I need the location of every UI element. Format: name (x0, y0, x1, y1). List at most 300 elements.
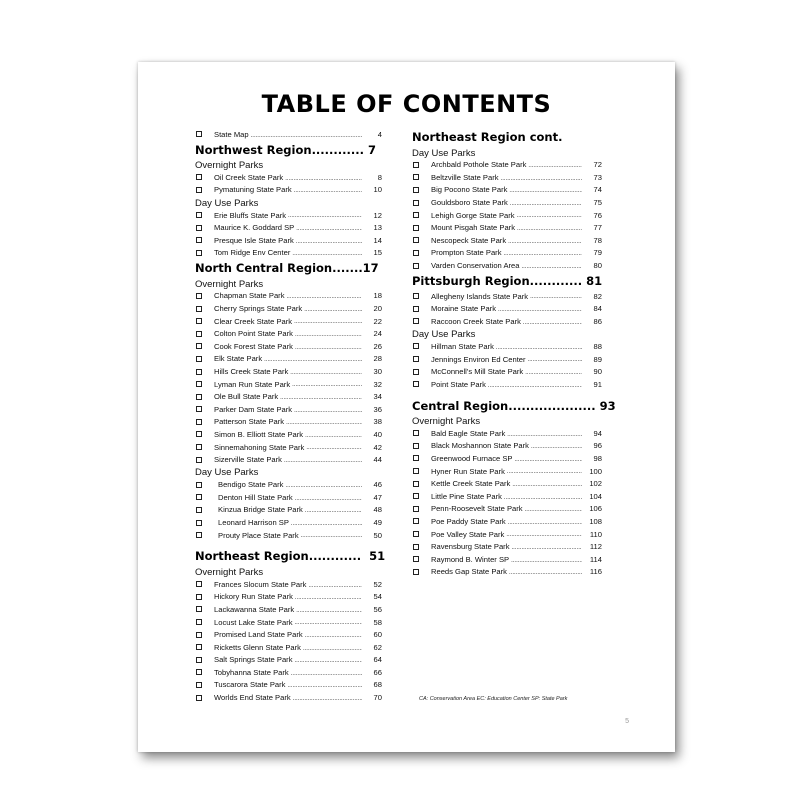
checkbox[interactable] (196, 174, 202, 180)
leader-dots (305, 630, 362, 639)
toc-entry (412, 221, 602, 234)
park-name: Nescopeck State Park (431, 235, 507, 245)
park-name: Prompton State Park (431, 248, 502, 258)
park-name: Tobyhanna State Park (214, 667, 289, 677)
park-name: Black Moshannon State Park (431, 441, 529, 451)
toc-entry (412, 353, 602, 366)
toc-entry (195, 453, 382, 466)
checkbox[interactable] (413, 481, 419, 487)
leader-dots (280, 392, 362, 401)
park-name: Ravensburg State Park (431, 542, 510, 552)
page-ref: 76 (593, 210, 602, 220)
leader-dots (304, 304, 362, 313)
page-ref: 24 (373, 329, 382, 339)
checkbox[interactable] (196, 594, 202, 600)
leader-dots (290, 367, 362, 376)
checkbox[interactable] (196, 293, 202, 299)
page-ref: 104 (589, 491, 602, 501)
checkbox[interactable] (413, 212, 419, 218)
park-name: Cherry Springs State Park (214, 304, 303, 314)
right-column (412, 128, 616, 578)
leader-dots (507, 429, 582, 438)
leader-dots (295, 493, 362, 502)
leader-dots (296, 236, 362, 245)
checkbox[interactable] (413, 225, 419, 231)
leader-dots (292, 379, 362, 388)
toc-entry (195, 578, 382, 591)
region-heading-northeast-cont: Northeast Region cont. (412, 130, 563, 144)
checkbox[interactable] (196, 431, 202, 437)
leader-dots (292, 248, 362, 257)
toc-entry (195, 171, 382, 184)
toc-entry (412, 440, 602, 453)
park-name: Beltzville State Park (431, 172, 499, 182)
checkbox[interactable] (413, 544, 419, 550)
toc-entry (412, 490, 602, 503)
toc-entry (195, 491, 382, 504)
park-name: Sinnemahoning State Park (214, 442, 305, 452)
region-heading-pittsburgh: Pittsburgh Region............ 81 (412, 273, 603, 288)
checkbox[interactable] (196, 343, 202, 349)
page-ref: 44 (373, 455, 382, 465)
checkbox[interactable] (196, 406, 202, 412)
checkbox[interactable] (413, 343, 419, 349)
checkbox[interactable] (196, 682, 202, 688)
park-name: Bendigo State Park (218, 480, 284, 490)
page-ref: 86 (593, 316, 602, 326)
checkbox[interactable] (196, 237, 202, 243)
leader-dots (517, 210, 582, 219)
page-ref: 52 (373, 579, 382, 589)
toc-entry (412, 171, 602, 184)
region-heading-central: Central Region.................... 93 (412, 398, 616, 413)
page-ref: 66 (373, 667, 382, 677)
checkbox[interactable] (196, 212, 202, 218)
toc-entry (195, 416, 382, 429)
checkbox[interactable] (413, 187, 419, 193)
park-name: Reeds Gap State Park (431, 567, 507, 577)
toc-entry: State Map ..... 4 (195, 128, 382, 141)
leader-dots (525, 504, 582, 513)
page-ref: 60 (373, 630, 382, 640)
checkbox[interactable] (196, 632, 202, 638)
leader-dots (510, 198, 582, 207)
checkbox[interactable] (196, 394, 202, 400)
abbreviation-legend: CA: Conservation Area EC: Education Center SP: State Park (419, 696, 568, 702)
page-ref: 78 (593, 235, 602, 245)
checkbox[interactable] (196, 695, 202, 701)
park-name: Kettle Creek State Park (431, 479, 511, 489)
page-ref: 50 (373, 530, 382, 540)
leader-dots (531, 441, 582, 450)
checkbox[interactable] (196, 250, 202, 256)
leader-dots (285, 173, 362, 182)
leader-dots (295, 342, 362, 351)
toc-entry (195, 616, 382, 629)
park-name: Maurice K. Goddard SP (214, 223, 295, 233)
toc-entry (195, 302, 382, 315)
park-name: Elk State Park (214, 354, 263, 364)
page-ref: 89 (593, 354, 602, 364)
checkbox[interactable] (413, 430, 419, 436)
toc-entry (195, 691, 382, 704)
park-name: Big Pocono State Park (431, 185, 508, 195)
toc-entry (195, 428, 382, 441)
page-ref: 34 (373, 392, 382, 402)
park-name: Simon B. Elliott State Park (214, 429, 304, 439)
leader-dots (296, 223, 362, 232)
page-ref: 56 (373, 604, 382, 614)
leader-dots (291, 668, 362, 677)
toc-entry (412, 209, 602, 222)
toc-entry (195, 353, 382, 366)
leader-dots (498, 304, 582, 313)
park-name: Chapman State Park (214, 291, 285, 301)
toc-entry (412, 465, 602, 478)
park-name: Hyner Run State Park (431, 466, 505, 476)
leader-dots (508, 236, 582, 245)
park-name: Sizerville State Park (214, 455, 282, 465)
leader-dots (501, 173, 582, 182)
park-name: Pymatuning State Park (214, 185, 292, 195)
checkbox[interactable] (413, 569, 419, 575)
page-ref: 108 (589, 516, 602, 526)
page-ref: 94 (593, 428, 602, 438)
leader-dots (507, 466, 582, 475)
checkbox[interactable] (413, 318, 419, 324)
section-heading: Overnight Parks (195, 160, 264, 172)
park-name: Tuscarora State Park (214, 680, 286, 690)
page-ref: 12 (373, 210, 382, 220)
checkbox[interactable] (196, 318, 202, 324)
leader-dots (294, 316, 362, 325)
checkbox[interactable] (413, 356, 419, 362)
page-ref: 110 (589, 529, 602, 539)
checkbox[interactable] (413, 493, 419, 499)
checkbox[interactable] (196, 507, 202, 513)
leader-dots (509, 567, 582, 576)
toc-entry (195, 441, 382, 454)
toc-entry (195, 478, 382, 491)
toc-entry (195, 209, 382, 222)
leader-dots (530, 291, 582, 300)
park-name: Ole Bull State Park (214, 392, 279, 402)
toc-entry (412, 477, 602, 490)
page-ref: 58 (373, 617, 382, 627)
leader-dots (517, 223, 582, 232)
toc-entry (412, 259, 602, 272)
page-ref: 49 (373, 518, 382, 528)
park-name: Penn-Roosevelt State Park (431, 504, 523, 514)
park-name: Mount Pisgah State Park (431, 223, 515, 233)
toc-entry (195, 327, 382, 340)
page-ref: 74 (593, 185, 602, 195)
page-ref: 84 (593, 304, 602, 314)
checkbox[interactable] (413, 263, 419, 269)
region-heading-northeast: Northeast Region............ 51 (195, 549, 386, 564)
checkbox[interactable] (196, 306, 202, 312)
page-ref: 26 (373, 341, 382, 351)
park-name: Archbald Pothole State Park (431, 160, 527, 170)
page-ref: 10 (373, 185, 382, 195)
checkbox[interactable] (413, 381, 419, 387)
page-ref: 64 (373, 655, 382, 665)
park-name: Raymond B. Winter SP (431, 554, 510, 564)
toc-entry (412, 378, 602, 391)
page-ref: 48 (373, 505, 382, 515)
toc-entry (412, 566, 602, 579)
leader-dots (508, 517, 582, 526)
leader-dots (288, 210, 362, 219)
leader-dots (506, 529, 582, 538)
page-ref: 8 (377, 172, 382, 182)
park-name: Greenwood Furnace SP (431, 453, 513, 463)
leader-dots (523, 317, 582, 326)
leader-dots (305, 505, 362, 514)
leader-dots (293, 693, 362, 702)
leader-dots (504, 492, 582, 501)
park-name: Salt Springs State Park (214, 655, 293, 665)
checkbox[interactable] (413, 455, 419, 461)
page-ref: 40 (373, 429, 382, 439)
page-ref: 47 (373, 492, 382, 502)
checkbox[interactable] (413, 200, 419, 206)
park-name: Leonard Harrison SP (218, 518, 289, 528)
page-ref: 68 (373, 680, 382, 690)
checkbox[interactable] (196, 187, 202, 193)
toc-entry (195, 315, 382, 328)
park-name: McConnell's Mill State Park (431, 367, 524, 377)
toc-entry (195, 591, 382, 604)
park-name: Lackawanna State Park (214, 604, 295, 614)
section-heading: Overnight Parks (195, 278, 264, 290)
park-name: Lyman Run State Park (214, 379, 291, 389)
park-name: Worlds End State Park (214, 693, 291, 703)
toc-entry (195, 666, 382, 679)
page-title: TABLE OF CONTENTS (261, 90, 552, 118)
leader-dots (528, 354, 582, 363)
leader-dots (303, 643, 362, 652)
park-name: Varden Conservation Area (431, 261, 520, 271)
checkbox[interactable] (196, 381, 202, 387)
checkbox[interactable] (196, 225, 202, 231)
park-name: Frances Slocum State Park (214, 579, 307, 589)
checkbox[interactable] (413, 369, 419, 375)
checkbox[interactable] (196, 331, 202, 337)
park-name: Oil Creek State Park (214, 172, 284, 182)
toc-entry (195, 529, 382, 542)
page-ref: 62 (373, 642, 382, 652)
toc-entry (412, 503, 602, 516)
park-name: Kinzua Bridge State Park (218, 505, 303, 515)
toc-entry (412, 540, 602, 553)
leader-dots (295, 329, 362, 338)
toc-entry (412, 302, 602, 315)
checkbox[interactable] (196, 482, 202, 488)
leader-dots (295, 592, 362, 601)
page-ref: 32 (373, 379, 382, 389)
leader-dots (528, 160, 582, 169)
park-name: Raccoon Creek State Park (431, 316, 521, 326)
toc-entry (195, 403, 382, 416)
page-ref: 70 (373, 693, 382, 703)
leader-dots (301, 530, 362, 539)
page-ref: 38 (373, 417, 382, 427)
toc-entry (195, 184, 382, 197)
checkbox[interactable] (413, 250, 419, 256)
page-ref: 96 (593, 441, 602, 451)
leader-dots (291, 518, 362, 527)
park-name: Gouldsboro State Park (431, 198, 508, 208)
park-name: Erie Bluffs State Park (214, 210, 287, 220)
toc-entry (412, 234, 602, 247)
park-name: Hickory Run State Park (214, 592, 293, 602)
checkbox[interactable] (196, 457, 202, 463)
toc-entry (195, 679, 382, 692)
checkbox[interactable] (413, 506, 419, 512)
checkbox[interactable] (196, 581, 202, 587)
checkbox[interactable] (196, 606, 202, 612)
toc-entry (412, 452, 602, 465)
park-name: Poe Valley State Park (431, 529, 505, 539)
checkbox[interactable] (413, 237, 419, 243)
section-heading: Day Use Parks (195, 197, 259, 209)
park-name: Allegheny Islands State Park (431, 291, 529, 301)
toc-entry (195, 290, 382, 303)
page-ref: 20 (373, 304, 382, 314)
page-ref: 14 (373, 235, 382, 245)
park-name: Patterson State Park (214, 417, 285, 427)
checkbox[interactable] (196, 532, 202, 538)
checkbox[interactable] (196, 356, 202, 362)
leader-dots (308, 580, 362, 589)
region-heading-northwest: Northwest Region............ 7 (195, 142, 376, 157)
page-ref: 28 (373, 354, 382, 364)
page-ref: 77 (593, 223, 602, 233)
page-ref: 13 (373, 223, 382, 233)
page-ref: 30 (373, 367, 382, 377)
checkbox[interactable] (413, 518, 419, 524)
toc-entry (195, 603, 382, 616)
page-ref: 42 (373, 442, 382, 452)
leader-dots (296, 605, 362, 614)
section-heading: Overnight Parks (195, 566, 264, 578)
leader-dots (511, 555, 582, 564)
left-column (195, 128, 386, 704)
checkbox[interactable] (196, 419, 202, 425)
leader-dots (285, 480, 362, 489)
leader-dots (294, 185, 362, 194)
leader-dots (504, 248, 583, 257)
toc-entry (195, 221, 382, 234)
leader-dots (306, 442, 362, 451)
page-ref: 116 (589, 567, 602, 577)
checkbox[interactable] (196, 369, 202, 375)
page-ref: 88 (593, 341, 602, 351)
toc-entry (412, 553, 602, 566)
toc-entry (412, 427, 602, 440)
toc-entry (412, 515, 602, 528)
checkbox[interactable] (413, 556, 419, 562)
checkbox[interactable] (413, 306, 419, 312)
checkbox[interactable] (196, 657, 202, 663)
toc-entry (412, 247, 602, 260)
park-name: Presque Isle State Park (214, 235, 294, 245)
leader-dots (287, 291, 363, 300)
page-ref: 100 (589, 466, 602, 476)
page-ref: 22 (373, 316, 382, 326)
region-heading-north-central: North Central Region.......17 (195, 261, 379, 276)
leader-dots (287, 680, 362, 689)
leader-dots (295, 655, 362, 664)
page-ref: 46 (373, 480, 382, 490)
toc-entry (412, 340, 602, 353)
checkbox[interactable] (413, 443, 419, 449)
park-name: Parker Dam State Park (214, 404, 293, 414)
toc-entry (195, 654, 382, 667)
document-page (138, 62, 675, 752)
leader-dots (509, 185, 582, 194)
toc-entry (412, 196, 602, 209)
leader-dots (286, 417, 362, 426)
section-heading: Day Use Parks (412, 329, 476, 341)
park-name: Prouty Place State Park (218, 530, 299, 540)
page-ref: 54 (373, 592, 382, 602)
leader-dots (525, 367, 582, 376)
park-name: Little Pine State Park (431, 491, 502, 501)
checkbox[interactable] (196, 669, 202, 675)
leader-dots (284, 455, 362, 464)
leader-dots (512, 542, 582, 551)
checkbox[interactable] (196, 444, 202, 450)
leader-dots (264, 354, 362, 363)
page-ref: 114 (589, 554, 602, 564)
checkbox[interactable] (196, 520, 202, 526)
checkbox[interactable] (196, 619, 202, 625)
checkbox[interactable] (413, 531, 419, 537)
leader-dots (496, 342, 582, 351)
toc-entry (195, 378, 382, 391)
page-ref: 15 (373, 248, 382, 258)
section-heading: Day Use Parks (412, 147, 476, 159)
park-name: Moraine State Park (431, 304, 496, 314)
checkbox[interactable] (196, 494, 202, 500)
page-ref: 106 (589, 504, 602, 514)
checkbox[interactable] (413, 162, 419, 168)
checkbox[interactable] (196, 131, 202, 137)
checkbox[interactable] (196, 644, 202, 650)
toc-entry (195, 641, 382, 654)
park-name: Clear Creek State Park (214, 316, 293, 326)
park-name: Promised Land State Park (214, 630, 303, 640)
section-heading: Overnight Parks (412, 416, 481, 427)
park-name: Cook Forest State Park (214, 341, 293, 351)
park-name: Hillman State Park (431, 341, 494, 351)
checkbox[interactable] (413, 174, 419, 180)
toc-entry (412, 290, 602, 303)
page-ref: 36 (373, 404, 382, 414)
checkbox[interactable] (413, 468, 419, 474)
page-ref: 112 (589, 542, 602, 552)
checkbox[interactable] (413, 293, 419, 299)
park-name: Tom Ridge Env Center (214, 248, 291, 258)
park-name: Bald Eagle State Park (431, 428, 506, 438)
park-name: Locust Lake State Park (214, 617, 293, 627)
leader-dots (305, 430, 362, 439)
park-name: Ricketts Glenn State Park (214, 642, 301, 652)
toc-entry (195, 390, 382, 403)
toc-entry (195, 504, 382, 517)
